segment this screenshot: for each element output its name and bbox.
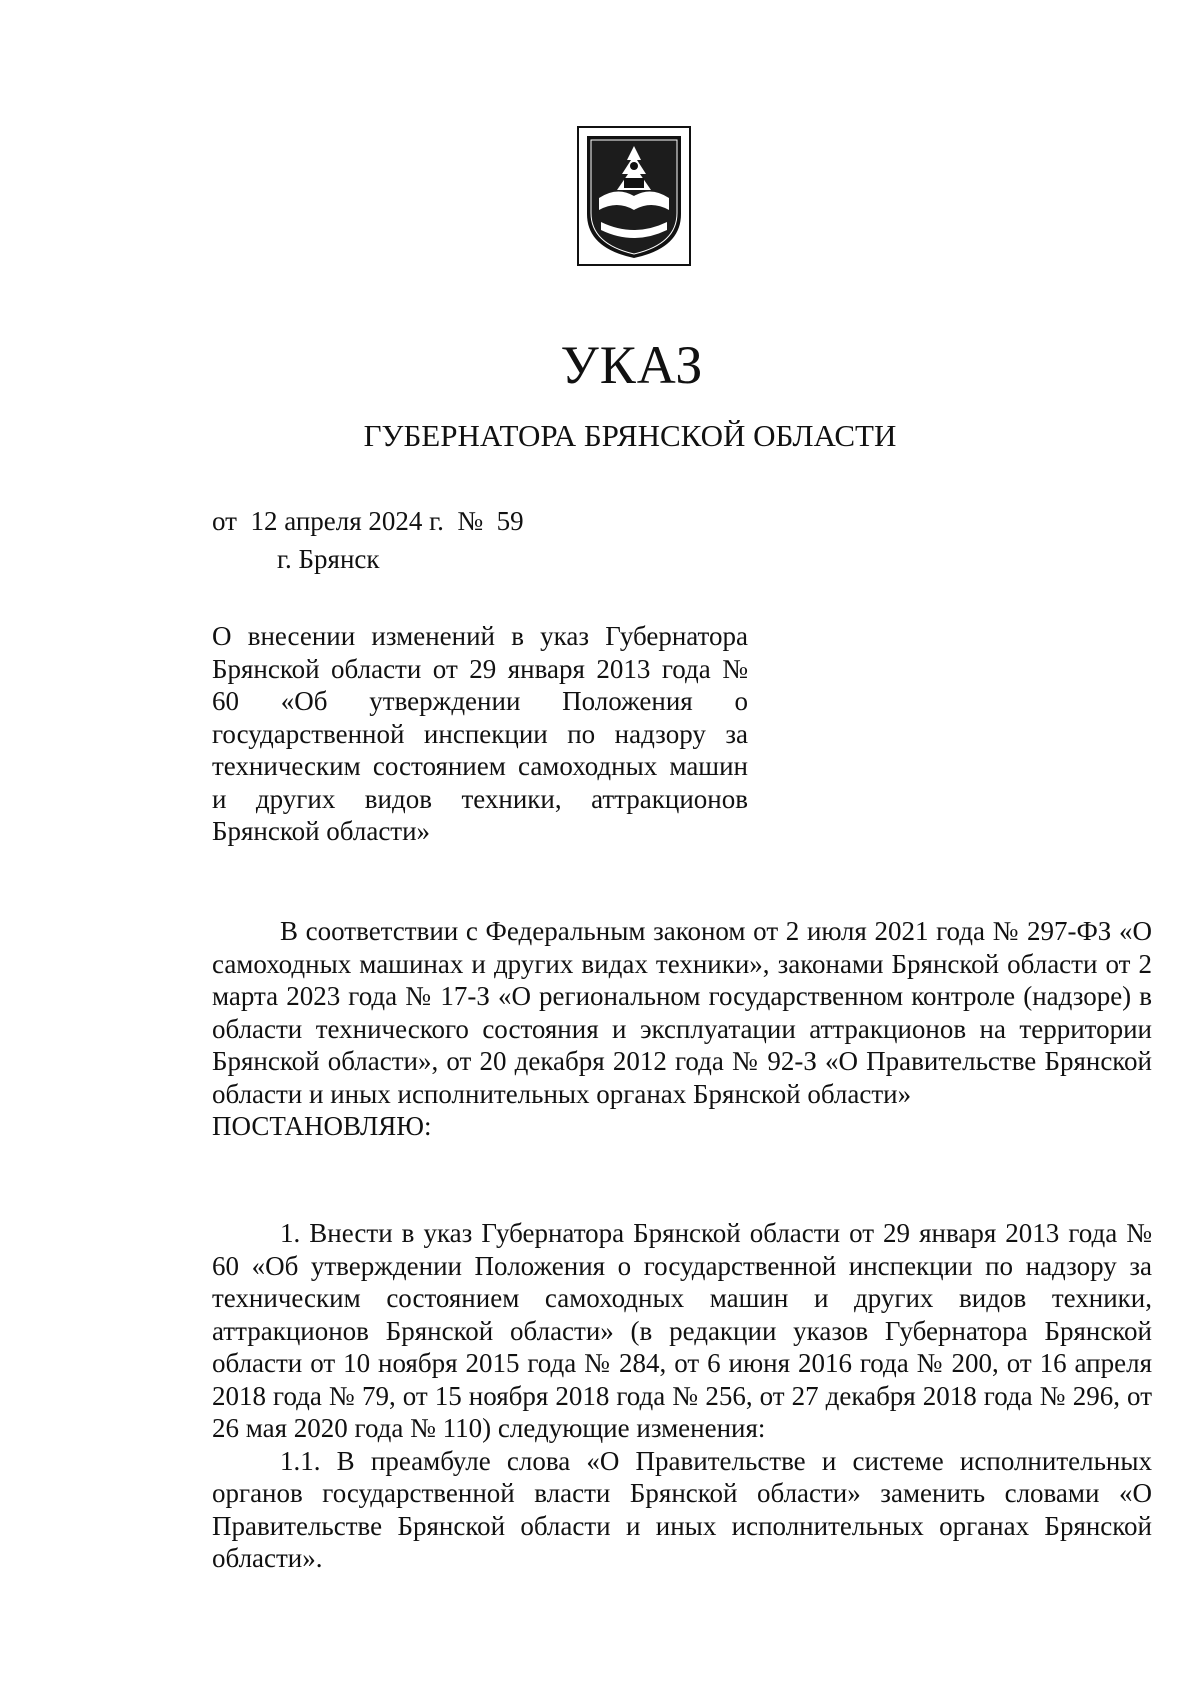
date-and-number: от 12 апреля 2024 г. № 59 (212, 506, 524, 536)
preamble-paragraph: В соответствии с Федеральным законом от 2 июля 2021 года № 297-ФЗ «О самоходных машинах и других видах техники», законами Брянской области от 2 марта 2023 года № 17-З «О региональном государственном контроле (надзоре) в области технического состояния и эксплуатации аттракционов на территории Брянской области», от 20 декабря 2012 года № 92-З «О Правительстве Брянской области и иных исполнительных органах Брянской области» (212, 916, 1152, 1109)
coat-of-arms-bryansk-icon (577, 126, 691, 266)
item-1-paragraph: 1. Внести в указ Губернатора Брянской области от 29 января 2013 года № 60 «Об утверждении Положения о государственной инспекции по надзору за техническим состоянием самоходных машин и других видов техники, аттракционов Брянской области» (в редакции указов Губернатора Брянской области от 10 ноября 2015 года № 284, от 6 июня 2016 года № 200, от 16 апреля 2018 года № 79, от 15 ноября 2018 года № 256, от 27 декабря 2018 года № 296, от 26 мая 2020 года № 110) следующие изменения: (212, 1218, 1152, 1443)
document-subtitle: ГУБЕРНАТОРА БРЯНСКОЙ ОБЛАСТИ (363, 418, 897, 453)
city: г. Брянск (277, 544, 380, 574)
document-title: УКАЗ (560, 335, 704, 395)
preamble-block (212, 915, 1152, 1143)
item-1-1-paragraph: 1.1. В преамбуле слова «О Правительстве и системе исполнительных органов государственной власти Брянской области» заменить словами «О Правительстве Брянской области и иных исполнительных органах Брянской области». (212, 1445, 1152, 1573)
subject-heading: О внесении изменений в указ Губернатора Брянской области от 29 января 2013 года № 60 «Об утверждении Положения о государственной инспекции по надзору за техническим состоянием самоходных машин и других видов техники, аттракционов Брянской области» (212, 621, 748, 846)
item-1-block (212, 1217, 1152, 1575)
decree-word: ПОСТАНОВЛЯЮ: (212, 1111, 432, 1141)
